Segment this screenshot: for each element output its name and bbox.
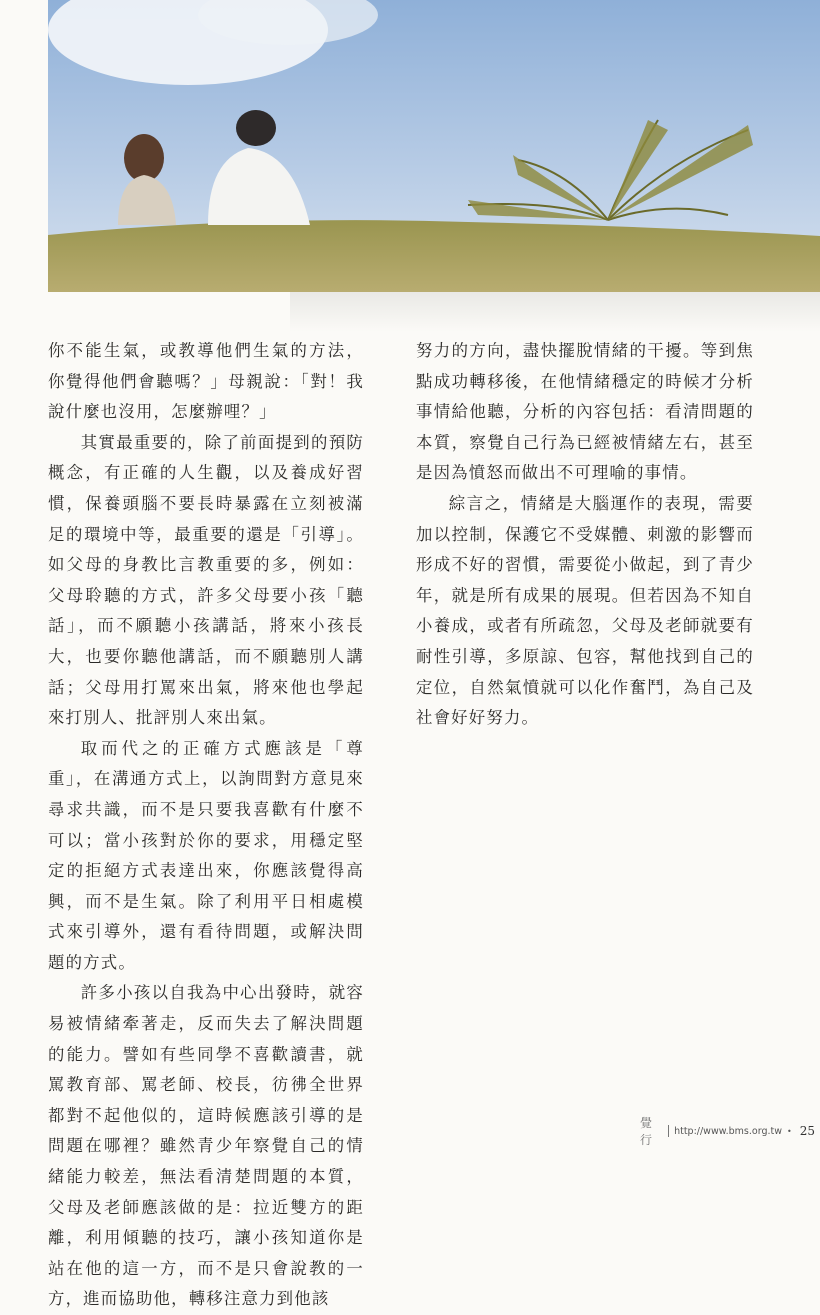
paragraph: 其實最重要的，除了前面提到的預防概念，有正確的人生觀，以及養成好習慣，保養頭腦不要長時暴露在立刻被滿足的環境中等，最重要的還是「引導」。如父母的身教比言教重要的多，例如：父母聆聽的方式，許多父母要小孩「聽話」，而不願聽小孩講話，將來小孩長大，也要你聽他講話，而不願聽別人講話；父母用打罵來出氣，將來他也學起來打別人、批評別人來出氣。 bbox=[48, 432, 364, 728]
website-url: http://www.bms.org.tw bbox=[674, 1125, 782, 1137]
article-column-right bbox=[416, 336, 754, 734]
paragraph: 許多小孩以自我為中心出發時，就容易被情緒牽著走，反而失去了解決問題的能力。譬如有些同學不喜歡讀書，就罵教育部、罵老師、校長，彷彿全世界都對不起他似的，這時候應該引導的是問題在哪裡？雖然青少年察覺自己的情緒能力較差，無法看清楚問題的本質，父母及老師應該做的是：拉近雙方的距離，利用傾聽的技巧，讓小孩知道你是站在他的這一方，而不是只會說教的一方，進而協助他，轉移注意力到他該 bbox=[48, 983, 364, 1309]
magazine-brand: 覺行 bbox=[640, 1116, 653, 1147]
page-number: 25 bbox=[799, 1124, 815, 1138]
header-photo bbox=[48, 0, 820, 292]
divider bbox=[668, 1125, 669, 1137]
article-column-left bbox=[48, 336, 364, 1315]
paragraph: 取而代之的正確方式應該是「尊重」，在溝通方式上，以詢問對方意見來尋求共識，而不是只要我喜歡有什麼不可以；當小孩對於你的要求，用穩定堅定的拒絕方式表達出來，你應該覺得高興，而不是生氣。除了利用平日相處模式來引導外，還有看待問題，或解決問題的方式。 bbox=[48, 738, 364, 972]
page-footer bbox=[640, 1116, 815, 1147]
paragraph: 你不能生氣，或教導他們生氣的方法，你覺得他們會聽嗎？」母親說：「對！我說什麼也沒用，怎麼辦哩？」 bbox=[48, 341, 364, 422]
paragraph: 努力的方向，盡快擺脫情緒的干擾。等到焦點成功轉移後，在他情緒穩定的時候才分析事情給他聽，分析的內容包括：看清問題的本質，察覺自己行為已經被情緒左右，甚至是因為憤怒而做出不可理喻的事情。 bbox=[416, 341, 754, 483]
faded-title-shadow bbox=[290, 292, 820, 332]
paragraph: 綜言之，情緒是大腦運作的表現，需要加以控制，保護它不受媒體、刺激的影響而形成不好的習慣，需要從小做起，到了青少年，就是所有成果的展現。但若因為不知自小養成，或者有所疏忽，父母及老師就要有耐性引導，多原諒、包容，幫他找到自己的定位，自然氣憤就可以化作奮鬥，為自己及社會好好努力。 bbox=[416, 493, 754, 728]
bullet-separator: • bbox=[787, 1126, 792, 1136]
